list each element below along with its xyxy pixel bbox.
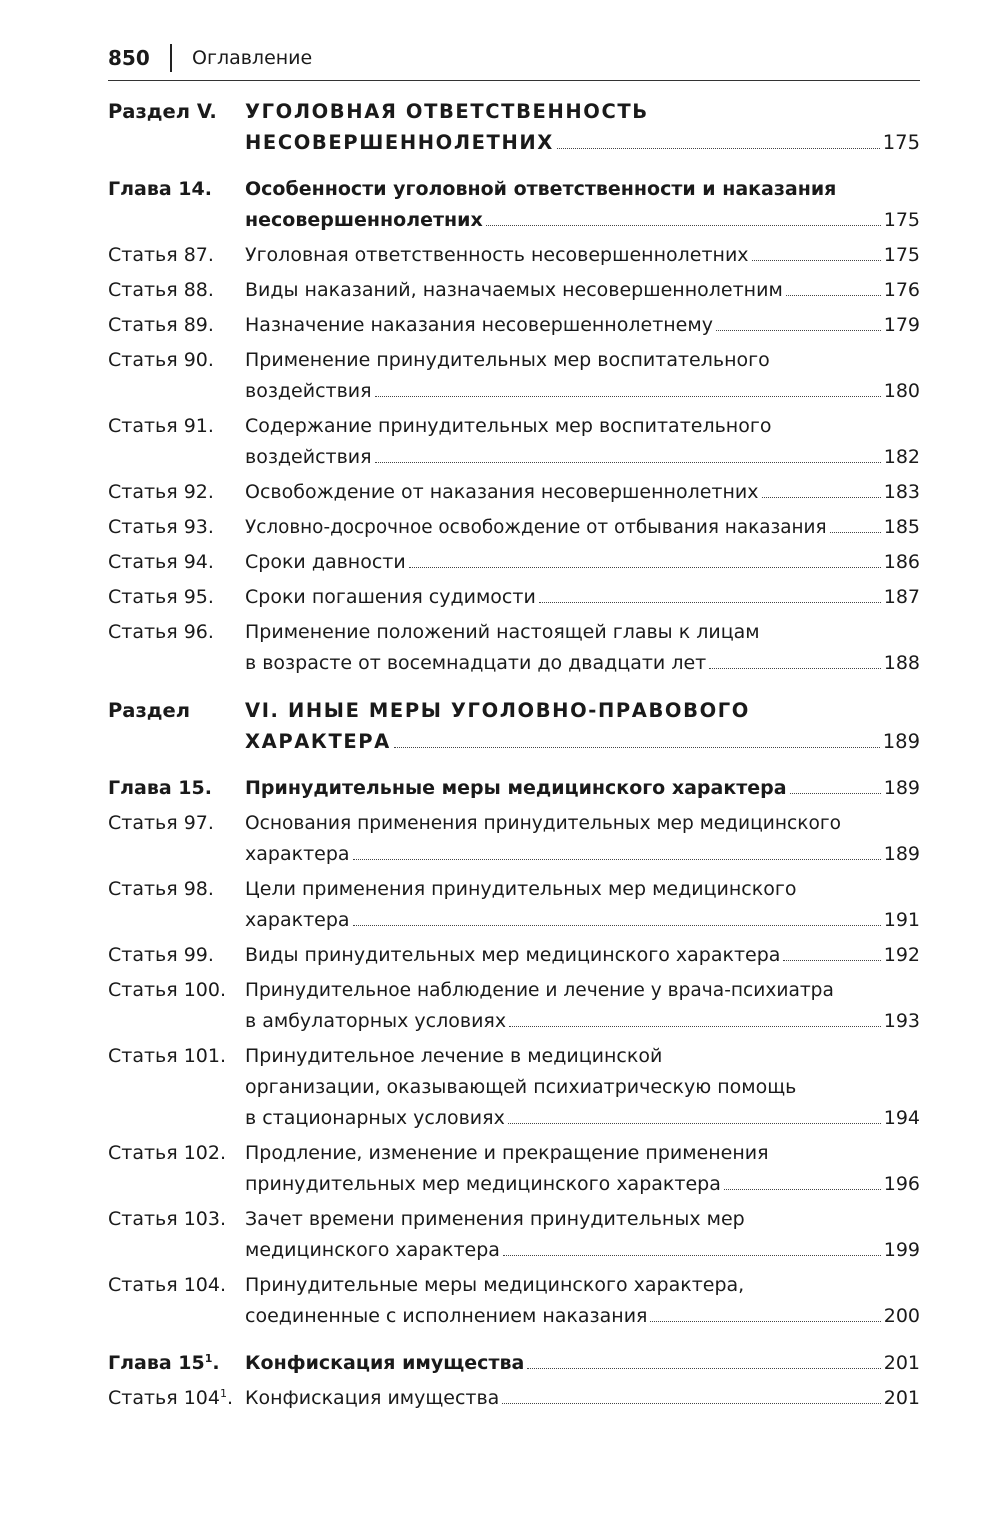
toc-page-number: 176 xyxy=(883,279,920,301)
toc-title-line: VI. ИНЫЕ МЕРЫ УГОЛОВНО-ПРАВОВОГО xyxy=(245,699,750,722)
dot-leader xyxy=(716,330,881,331)
toc-title-line: Уголовная ответственность несовершеннолетних xyxy=(245,244,749,266)
toc-title-line: характера xyxy=(245,843,350,865)
toc-title-line: Зачет времени применения принудительных мер xyxy=(245,1208,745,1230)
toc-label: Раздел xyxy=(108,699,191,722)
toc-title-line: Виды принудительных мер медицинского характера xyxy=(245,944,781,966)
toc-title-line: Продление, изменение и прекращение применения xyxy=(245,1142,769,1164)
toc-title-line: Основания применения принудительных мер медицинского xyxy=(245,813,841,834)
toc-label: Статья 101. xyxy=(108,1045,227,1067)
toc-label: Статья 103. xyxy=(108,1208,227,1230)
toc-page-number: 189 xyxy=(883,777,920,799)
toc-title-line: Конфискация имущества xyxy=(245,1387,500,1409)
dot-leader xyxy=(375,396,881,397)
toc-article-89[interactable] xyxy=(108,310,920,341)
toc-article-90[interactable] xyxy=(108,345,920,407)
page-header xyxy=(108,44,920,81)
dot-leader xyxy=(650,1321,880,1322)
toc-chapter-15[interactable] xyxy=(108,773,920,804)
toc-title-line: воздействия xyxy=(245,380,372,402)
dot-leader xyxy=(508,1123,881,1124)
dot-leader xyxy=(752,260,881,261)
toc-article-101[interactable] xyxy=(108,1041,920,1134)
toc-label: Статья 90. xyxy=(108,349,214,371)
toc-page-number: 185 xyxy=(883,516,920,538)
dot-leader xyxy=(503,1255,881,1256)
dot-leader xyxy=(724,1189,881,1190)
toc-page-number: 191 xyxy=(883,909,920,931)
toc-title-line: Принудительные меры медицинского характера, xyxy=(245,1274,745,1296)
toc-article-92[interactable] xyxy=(108,477,920,508)
toc-page-number: 175 xyxy=(883,244,920,266)
toc-title-line: ХАРАКТЕРА xyxy=(245,730,391,753)
toc-label: Статья 96. xyxy=(108,621,214,643)
toc-title-line: Принудительное наблюдение и лечение у врача-психиатра xyxy=(245,980,834,1001)
dot-leader xyxy=(486,225,881,226)
toc-title-line: Назначение наказания несовершеннолетнему xyxy=(245,314,713,336)
toc-article-99[interactable] xyxy=(108,940,920,971)
dot-leader xyxy=(557,148,880,149)
toc-section-6[interactable] xyxy=(108,695,920,757)
toc-page-number: 189 xyxy=(882,730,920,753)
toc-title-line: несовершеннолетних xyxy=(245,209,483,231)
toc-label: Статья 104. xyxy=(108,1274,227,1296)
toc-title-line: организации, оказывающей психиатрическую помощь xyxy=(245,1076,797,1098)
toc-title-line: воздействия xyxy=(245,446,372,468)
toc-title-line: Цели применения принудительных мер медицинского xyxy=(245,878,797,900)
toc-page-number: 183 xyxy=(883,481,920,503)
toc-title-line: Сроки погашения судимости xyxy=(245,586,536,608)
toc-label: Статья 94. xyxy=(108,551,214,573)
toc-section-5[interactable] xyxy=(108,96,920,158)
toc-label: Статья $104^1$. xyxy=(108,1387,234,1409)
toc-page-number: 179 xyxy=(883,314,920,336)
dot-leader xyxy=(709,668,881,669)
toc-page-number: 186 xyxy=(883,551,920,573)
toc-article-87[interactable] xyxy=(108,240,920,271)
toc-title-line: Применение положений настоящей главы к лицам xyxy=(245,621,760,643)
toc-article-91[interactable] xyxy=(108,411,920,473)
toc-label: Статья 88. xyxy=(108,279,214,301)
toc-article-104[interactable] xyxy=(108,1270,920,1332)
toc-label: Статья 102. xyxy=(108,1142,227,1164)
toc-article-94[interactable] xyxy=(108,547,920,578)
toc-article-95[interactable] xyxy=(108,582,920,613)
toc-label: Статья 87. xyxy=(108,244,214,266)
toc-label: Статья 93. xyxy=(108,516,214,538)
toc-page-number: 182 xyxy=(883,446,920,468)
toc-page-number: 194 xyxy=(883,1107,920,1129)
toc-page-number: 192 xyxy=(883,944,920,966)
toc-label: Статья 92. xyxy=(108,481,214,503)
dot-leader xyxy=(786,295,881,296)
toc-page-number: 201 xyxy=(883,1352,920,1374)
toc-page-number: 193 xyxy=(883,1010,920,1032)
dot-leader xyxy=(409,567,881,568)
toc-article-93[interactable] xyxy=(108,512,920,543)
toc-article-103[interactable] xyxy=(108,1204,920,1266)
toc-title-line: Сроки давности xyxy=(245,551,406,573)
toc-article-97[interactable] xyxy=(108,808,920,870)
toc-title-line: Условно-досрочное освобождение от отбывания наказания xyxy=(245,517,827,538)
dot-leader xyxy=(790,793,881,794)
toc-label: Раздел V. xyxy=(108,100,217,123)
toc-title-line: УГОЛОВНАЯ ОТВЕТСТВЕННОСТЬ xyxy=(245,100,649,123)
toc-label: Статья 100. xyxy=(108,979,227,1001)
dot-leader xyxy=(375,462,881,463)
toc-label: Статья 91. xyxy=(108,415,214,437)
toc-article-98[interactable] xyxy=(108,874,920,936)
toc-article-102[interactable] xyxy=(108,1138,920,1200)
toc-label: Статья 98. xyxy=(108,878,214,900)
toc-page-number: 180 xyxy=(883,380,920,402)
toc-chapter-14[interactable] xyxy=(108,174,920,236)
toc-title-line: Применение принудительных мер воспитательного xyxy=(245,349,770,371)
toc-title-line: соединенные с исполнением наказания xyxy=(245,1305,648,1327)
toc-title-line: Принудительное лечение в медицинской xyxy=(245,1045,663,1067)
toc-article-104-1[interactable] xyxy=(108,1383,920,1414)
toc-page-number: 187 xyxy=(883,586,920,608)
dot-leader xyxy=(830,532,881,533)
toc-title-line: Виды наказаний, назначаемых несовершеннолетним xyxy=(245,279,783,301)
toc-title-line: Содержание принудительных мер воспитательного xyxy=(245,415,772,437)
toc-article-96[interactable] xyxy=(108,617,920,679)
page-number: 850 xyxy=(108,46,150,70)
toc-article-88[interactable] xyxy=(108,275,920,306)
toc-label: Глава 14. xyxy=(108,178,212,200)
toc-title-line: характера xyxy=(245,909,350,931)
toc-title-line: в возрасте от восемнадцати до двадцати лет xyxy=(245,652,707,674)
dot-leader xyxy=(509,1026,881,1027)
toc-title-line: Особенности уголовной ответственности и наказания xyxy=(245,178,837,200)
table-of-contents xyxy=(108,96,920,1418)
toc-page-number: 199 xyxy=(883,1239,920,1261)
toc-page-number: 175 xyxy=(883,209,920,231)
toc-page-number: 188 xyxy=(883,652,920,674)
toc-title-line: медицинского характера xyxy=(245,1239,500,1261)
dot-leader xyxy=(502,1403,880,1404)
header-title: Оглавление xyxy=(192,47,313,69)
toc-label: Глава $15^1$. xyxy=(108,1352,220,1374)
toc-page-number: 189 xyxy=(883,843,920,865)
toc-article-100[interactable] xyxy=(108,975,920,1037)
toc-page-number: 201 xyxy=(883,1387,920,1409)
toc-page-number: 196 xyxy=(883,1173,920,1195)
toc-title-line: Принудительные меры медицинского характера xyxy=(245,777,787,799)
toc-title-line: в стационарных условиях xyxy=(245,1107,505,1129)
dot-leader xyxy=(539,602,881,603)
toc-label: Статья 95. xyxy=(108,586,214,608)
toc-chapter-15-1[interactable] xyxy=(108,1348,920,1379)
toc-label: Статья 97. xyxy=(108,812,214,834)
toc-title-line: Конфискация имущества xyxy=(245,1352,525,1374)
dot-leader xyxy=(527,1368,880,1369)
dot-leader xyxy=(783,960,880,961)
toc-label: Глава 15. xyxy=(108,777,212,799)
toc-page-number: 175 xyxy=(882,131,920,154)
header-divider xyxy=(170,44,172,72)
toc-title-line: Освобождение от наказания несовершеннолетних xyxy=(245,481,759,503)
dot-leader xyxy=(762,497,881,498)
toc-page-number: 200 xyxy=(883,1305,920,1327)
toc-title-line: НЕСОВЕРШЕННОЛЕТНИХ xyxy=(245,131,554,154)
toc-label: Статья 89. xyxy=(108,314,214,336)
dot-leader xyxy=(353,859,881,860)
dot-leader xyxy=(353,925,881,926)
toc-title-line: в амбулаторных условиях xyxy=(245,1010,507,1032)
toc-label: Статья 99. xyxy=(108,944,214,966)
toc-title-line: принудительных мер медицинского характера xyxy=(245,1173,721,1195)
dot-leader xyxy=(394,747,880,748)
